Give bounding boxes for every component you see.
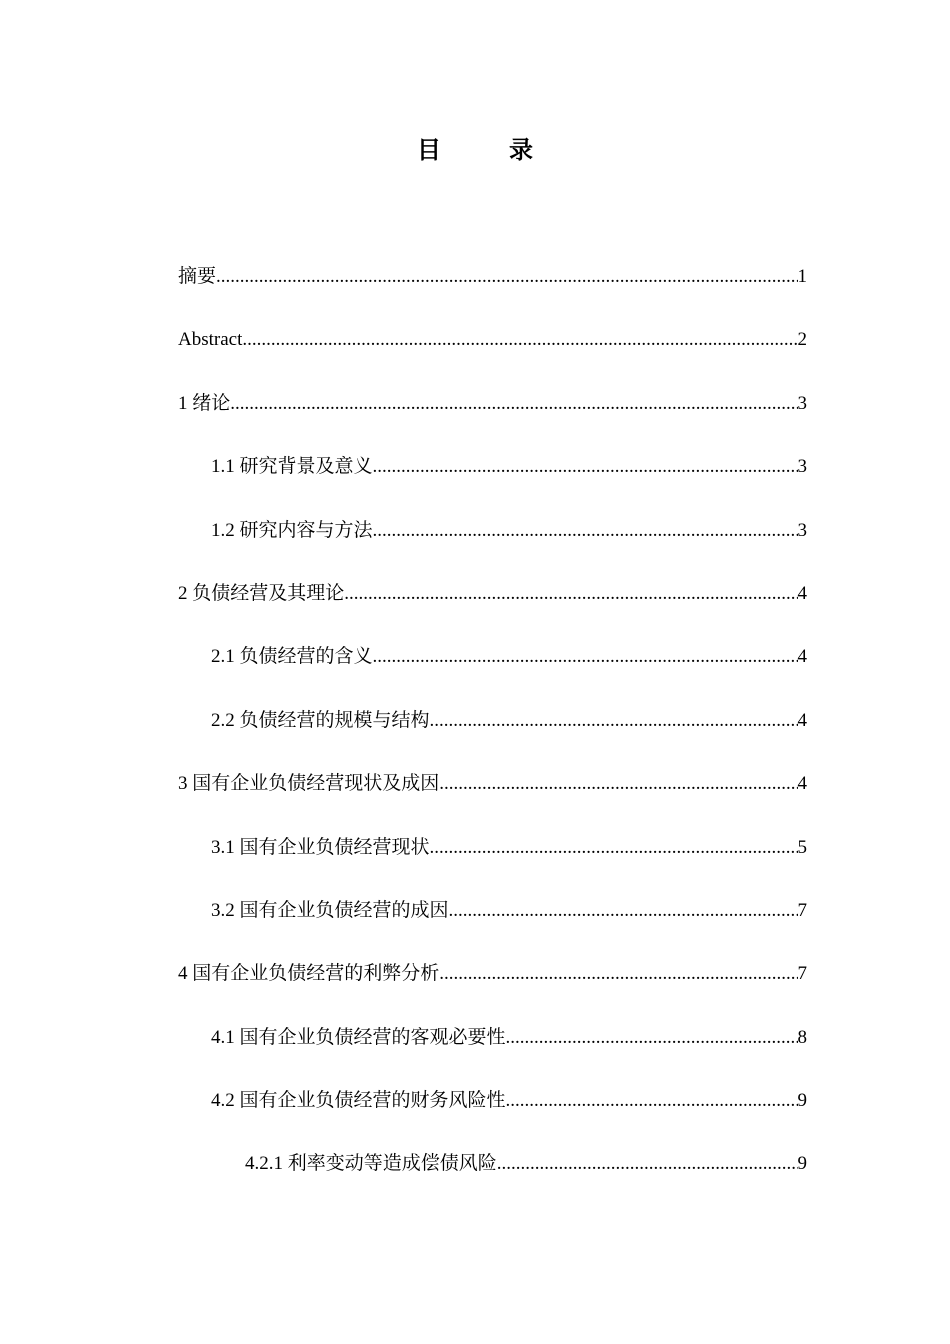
toc-entry[interactable] xyxy=(178,830,807,893)
toc-dot-leader xyxy=(439,956,797,992)
toc-entry[interactable] xyxy=(178,1146,807,1209)
toc-entry-label: 4.2 国有企业负债经营的财务风险性 xyxy=(211,1090,506,1112)
toc-entry-page-number: 7 xyxy=(797,963,807,985)
toc-entry-page-number: 3 xyxy=(797,519,807,541)
toc-dot-leader xyxy=(373,513,798,549)
toc-entry-page-number: 9 xyxy=(797,1090,807,1112)
toc-entry[interactable] xyxy=(178,956,807,1019)
toc-dot-leader xyxy=(344,576,797,612)
toc-entry-label: 2.2 负债经营的规模与结构 xyxy=(211,709,430,731)
toc-entry-page-number: 4 xyxy=(797,646,807,668)
toc-entry-label: 1.1 研究背景及意义 xyxy=(211,456,373,478)
toc-dot-leader xyxy=(506,1083,798,1119)
toc-entry[interactable] xyxy=(178,513,807,576)
toc-entry-page-number: 8 xyxy=(797,1026,807,1048)
toc-entry[interactable] xyxy=(178,639,807,702)
toc-dot-leader xyxy=(373,449,798,485)
toc-entry-page-number: 4 xyxy=(797,709,807,731)
toc-dot-leader xyxy=(230,386,797,422)
toc-entry-page-number: 7 xyxy=(797,899,807,921)
toc-entry[interactable] xyxy=(178,703,807,766)
toc-entry-label: 3 国有企业负债经营现状及成因 xyxy=(178,773,440,795)
toc-entry-label: 2.1 负债经营的含义 xyxy=(211,646,373,668)
toc-entry-page-number: 3 xyxy=(797,392,807,414)
toc-entry[interactable] xyxy=(178,1020,807,1083)
toc-entry-label: 3.2 国有企业负债经营的成因 xyxy=(211,899,449,921)
toc-entry-label: 3.1 国有企业负债经营现状 xyxy=(211,836,430,858)
toc-entry-label: 4.1 国有企业负债经营的客观必要性 xyxy=(211,1026,506,1048)
toc-entry[interactable] xyxy=(178,322,807,385)
toc-dot-leader xyxy=(216,259,797,295)
toc-entry-page-number: 4 xyxy=(797,773,807,795)
toc-dot-leader xyxy=(439,766,797,802)
toc-list xyxy=(178,259,807,1210)
toc-dot-leader xyxy=(449,893,798,929)
toc-dot-leader xyxy=(506,1020,798,1056)
toc-entry-page-number: 2 xyxy=(797,329,807,351)
toc-dot-leader xyxy=(430,830,798,866)
toc-dot-leader xyxy=(373,639,798,675)
toc-entry-label: 摘要 xyxy=(178,266,217,287)
toc-entry-label: 4.2.1 利率变动等造成偿债风险 xyxy=(245,1153,497,1175)
toc-entry[interactable] xyxy=(178,386,807,449)
toc-entry[interactable] xyxy=(178,1083,807,1146)
toc-entry-page-number: 5 xyxy=(797,836,807,858)
toc-entry[interactable] xyxy=(178,766,807,829)
toc-entry-page-number: 3 xyxy=(797,456,807,478)
toc-entry-label: 4 国有企业负债经营的利弊分析 xyxy=(178,963,440,985)
toc-entry-label: 1.2 研究内容与方法 xyxy=(211,519,373,541)
toc-entry[interactable] xyxy=(178,449,807,512)
toc-entry[interactable] xyxy=(178,576,807,639)
toc-entry-label: 2 负债经营及其理论 xyxy=(178,582,345,604)
toc-entry[interactable] xyxy=(178,893,807,956)
toc-entry-label: Abstract xyxy=(178,329,243,351)
toc-dot-leader xyxy=(497,1146,798,1182)
toc-entry-page-number: 1 xyxy=(797,266,807,287)
toc-entry-page-number: 9 xyxy=(797,1153,807,1175)
toc-entry-page-number: 4 xyxy=(797,582,807,604)
toc-dot-leader xyxy=(430,703,798,739)
toc-entry[interactable] xyxy=(178,259,807,322)
toc-dot-leader xyxy=(242,322,797,358)
toc-entry-label: 1 绪论 xyxy=(178,392,231,414)
toc-title: 目 录 xyxy=(417,138,555,164)
